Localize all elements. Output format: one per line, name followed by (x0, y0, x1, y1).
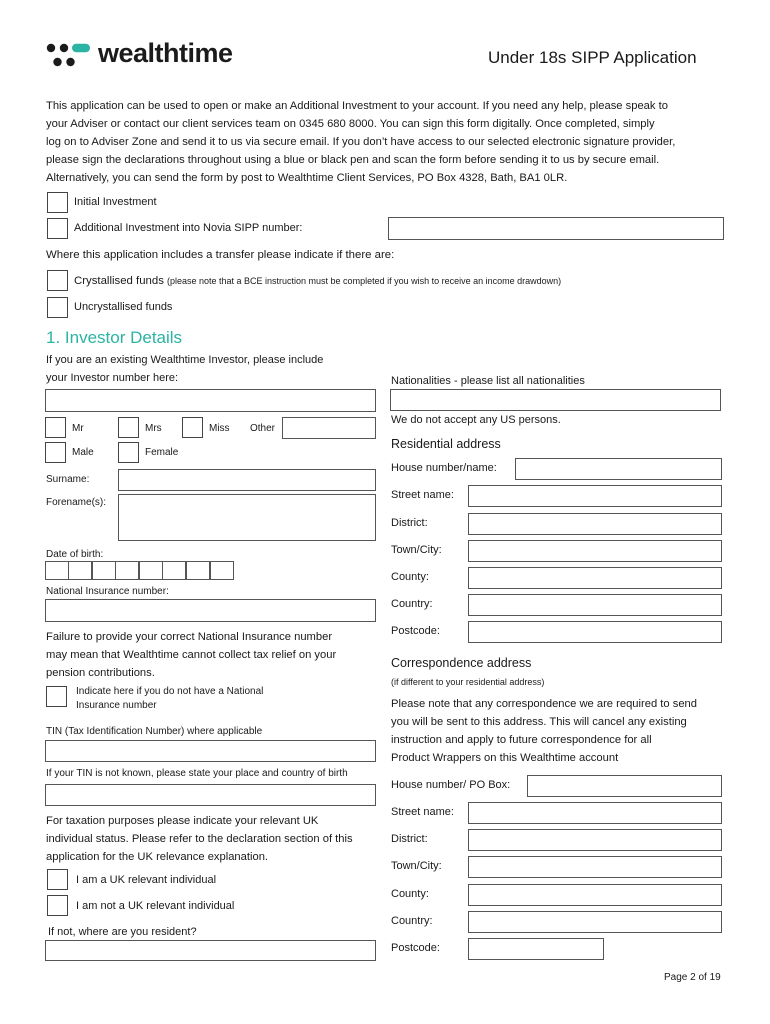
correspondence-note-line: Please note that any correspondence we are required to send (391, 698, 697, 710)
uk-status-line: individual status. Please refer to the declaration section of this (46, 833, 353, 845)
no-us-persons-text: We do not accept any US persons. (391, 414, 561, 426)
res-district-input[interactable] (468, 513, 722, 535)
intro-paragraph (46, 97, 726, 187)
intro-line: This application can be used to open or make an Additional Investment to your account. If you need any help, please speak to (46, 100, 668, 112)
tin-input[interactable] (45, 740, 376, 762)
corr-postcode-input[interactable] (468, 938, 604, 960)
forenames-label: Forename(s): (46, 497, 107, 508)
dob-label: Date of birth: (46, 549, 104, 560)
uk-relevant-label: I am a UK relevant individual (76, 874, 217, 886)
gender-female-checkbox[interactable] (118, 442, 139, 463)
birth-place-input[interactable] (45, 784, 376, 806)
corr-house-input[interactable] (527, 775, 722, 797)
corr-country-label: Country: (391, 915, 433, 927)
corr-street-label: Street name: (391, 806, 454, 818)
crystallised-funds-label (74, 275, 561, 287)
corr-house-label: House number/ PO Box: (391, 779, 511, 791)
ni-warning-line: may mean that Wealthtime cannot collect tax relief on your (46, 649, 337, 661)
res-street-input[interactable] (468, 485, 722, 507)
wealthtime-logo-icon (46, 42, 94, 72)
res-town-label: Town/City: (391, 544, 442, 556)
dob-digit-box[interactable] (115, 561, 139, 580)
dob-digit-box[interactable] (210, 561, 234, 580)
page-title: Under 18s SIPP Application (488, 48, 697, 67)
dob-digit-box[interactable] (45, 561, 69, 580)
crystallised-funds-text: Crystallised funds (74, 275, 164, 287)
corr-town-input[interactable] (468, 856, 722, 878)
correspondence-note (391, 695, 731, 767)
surname-label: Surname: (46, 474, 90, 485)
tin-label: TIN (Tax Identification Number) where applicable (46, 726, 263, 737)
section-title-investor-details: 1. Investor Details (46, 328, 183, 347)
dob-digit-box[interactable] (186, 561, 210, 580)
dob-digit-box[interactable] (162, 561, 186, 580)
res-country-input[interactable] (468, 594, 722, 616)
brand-name: wealthtime (98, 38, 233, 68)
forenames-input[interactable] (118, 494, 376, 541)
correspondence-note-line: instruction and apply to future correspondence for all (391, 734, 652, 746)
initial-investment-checkbox[interactable] (47, 192, 68, 213)
dob-digit-box[interactable] (139, 561, 163, 580)
res-district-label: District: (391, 517, 428, 529)
res-postcode-input[interactable] (468, 621, 722, 643)
title-mr-checkbox[interactable] (45, 417, 66, 438)
not-uk-relevant-checkbox[interactable] (47, 895, 68, 916)
no-ni-label: Indicate here if you do not have a National (76, 686, 264, 697)
corr-district-input[interactable] (468, 829, 722, 851)
nationalities-input[interactable] (390, 389, 721, 411)
ni-input[interactable] (45, 599, 376, 622)
crystallised-funds-checkbox[interactable] (47, 270, 68, 291)
gender-male-checkbox[interactable] (45, 442, 66, 463)
residential-address-title: Residential address (391, 437, 501, 451)
uncrystallised-funds-label: Uncrystallised funds (74, 301, 173, 313)
dob-digit-box[interactable] (68, 561, 92, 580)
intro-line: Alternatively, you can send the form by post to Wealthtime Client Services, PO Box 4328, Bath, BA1 0LR. (46, 172, 568, 184)
title-miss-checkbox[interactable] (182, 417, 203, 438)
res-house-input[interactable] (515, 458, 722, 480)
corr-county-label: County: (391, 888, 429, 900)
intro-line: please sign the declarations throughout using a blue or black pen and scan the form before sending it to us by secure email. (46, 154, 660, 166)
existing-investor-text: your Investor number here: (46, 372, 179, 384)
resident-input[interactable] (45, 940, 376, 961)
corr-town-label: Town/City: (391, 860, 442, 872)
ni-warning-line: pension contributions. (46, 667, 155, 679)
res-street-label: Street name: (391, 489, 454, 501)
uk-status-line: application for the UK relevance explanation. (46, 851, 269, 863)
res-postcode-label: Postcode: (391, 625, 440, 637)
title-mrs-checkbox[interactable] (118, 417, 139, 438)
corr-county-input[interactable] (468, 884, 722, 906)
uncrystallised-funds-checkbox[interactable] (47, 297, 68, 318)
nationalities-label: Nationalities - please list all nationalities (391, 375, 585, 387)
title-mrs-label: Mrs (145, 423, 162, 434)
no-ni-checkbox[interactable] (46, 686, 67, 707)
novia-sipp-number-input[interactable] (388, 217, 724, 240)
additional-investment-checkbox[interactable] (47, 218, 68, 239)
resident-label: If not, where are you resident? (48, 926, 197, 938)
ni-warning (46, 628, 386, 682)
uk-status-line: For taxation purposes please indicate your relevant UK (46, 815, 319, 827)
existing-investor-text: If you are an existing Wealthtime Investor, please include (46, 354, 324, 366)
intro-line: your Adviser or contact our client services team on 0345 680 8000. You can sign this form digitally. Once completed, simply (46, 118, 655, 130)
intro-line: log on to Adviser Zone and send it to us via secure email. If you don’t have access to our selected electronic signature provider, (46, 136, 676, 148)
investor-number-input[interactable] (45, 389, 376, 412)
res-county-label: County: (391, 571, 429, 583)
correspondence-note-line: Product Wrappers on this Wealthtime account (391, 752, 619, 764)
dob-input[interactable] (45, 561, 235, 580)
title-miss-label: Miss (209, 423, 230, 434)
res-country-label: Country: (391, 598, 433, 610)
crystallised-funds-note: (please note that a BCE instruction must be completed if you wish to receive an income drawdown) (166, 276, 562, 286)
title-other-input[interactable] (282, 417, 376, 439)
corr-district-label: District: (391, 833, 428, 845)
title-mr-label: Mr (72, 423, 84, 434)
ni-warning-line: Failure to provide your correct National Insurance number (46, 631, 333, 643)
no-ni-label: Insurance number (76, 700, 157, 711)
uk-relevant-checkbox[interactable] (47, 869, 68, 890)
ni-label: National Insurance number: (46, 586, 169, 597)
correspondence-address-subtitle: (if different to your residential address) (391, 677, 545, 687)
surname-input[interactable] (118, 469, 376, 491)
corr-postcode-label: Postcode: (391, 942, 440, 954)
gender-male-label: Male (72, 447, 94, 458)
gender-female-label: Female (145, 447, 179, 458)
res-house-label: House number/name: (391, 462, 497, 474)
res-county-input[interactable] (468, 567, 722, 589)
not-uk-relevant-label: I am not a UK relevant individual (76, 900, 235, 912)
correspondence-address-title: Correspondence address (391, 656, 532, 670)
logo (46, 38, 256, 74)
corr-street-input[interactable] (468, 802, 722, 824)
corr-country-input[interactable] (468, 911, 722, 933)
uk-status-text (46, 812, 386, 866)
dob-digit-box[interactable] (92, 561, 116, 580)
correspondence-note-line: you will be sent to this address. This will cancel any existing (391, 716, 687, 728)
initial-investment-label: Initial Investment (74, 196, 157, 208)
tin-unknown-label: If your TIN is not known, please state your place and country of birth (46, 768, 348, 779)
page-number: Page 2 of 19 (664, 972, 721, 983)
title-other-label: Other (250, 423, 276, 434)
transfer-question: Where this application includes a transfer please indicate if there are: (46, 249, 395, 261)
additional-investment-label: Additional Investment into Novia SIPP number: (74, 222, 303, 234)
res-town-input[interactable] (468, 540, 722, 562)
